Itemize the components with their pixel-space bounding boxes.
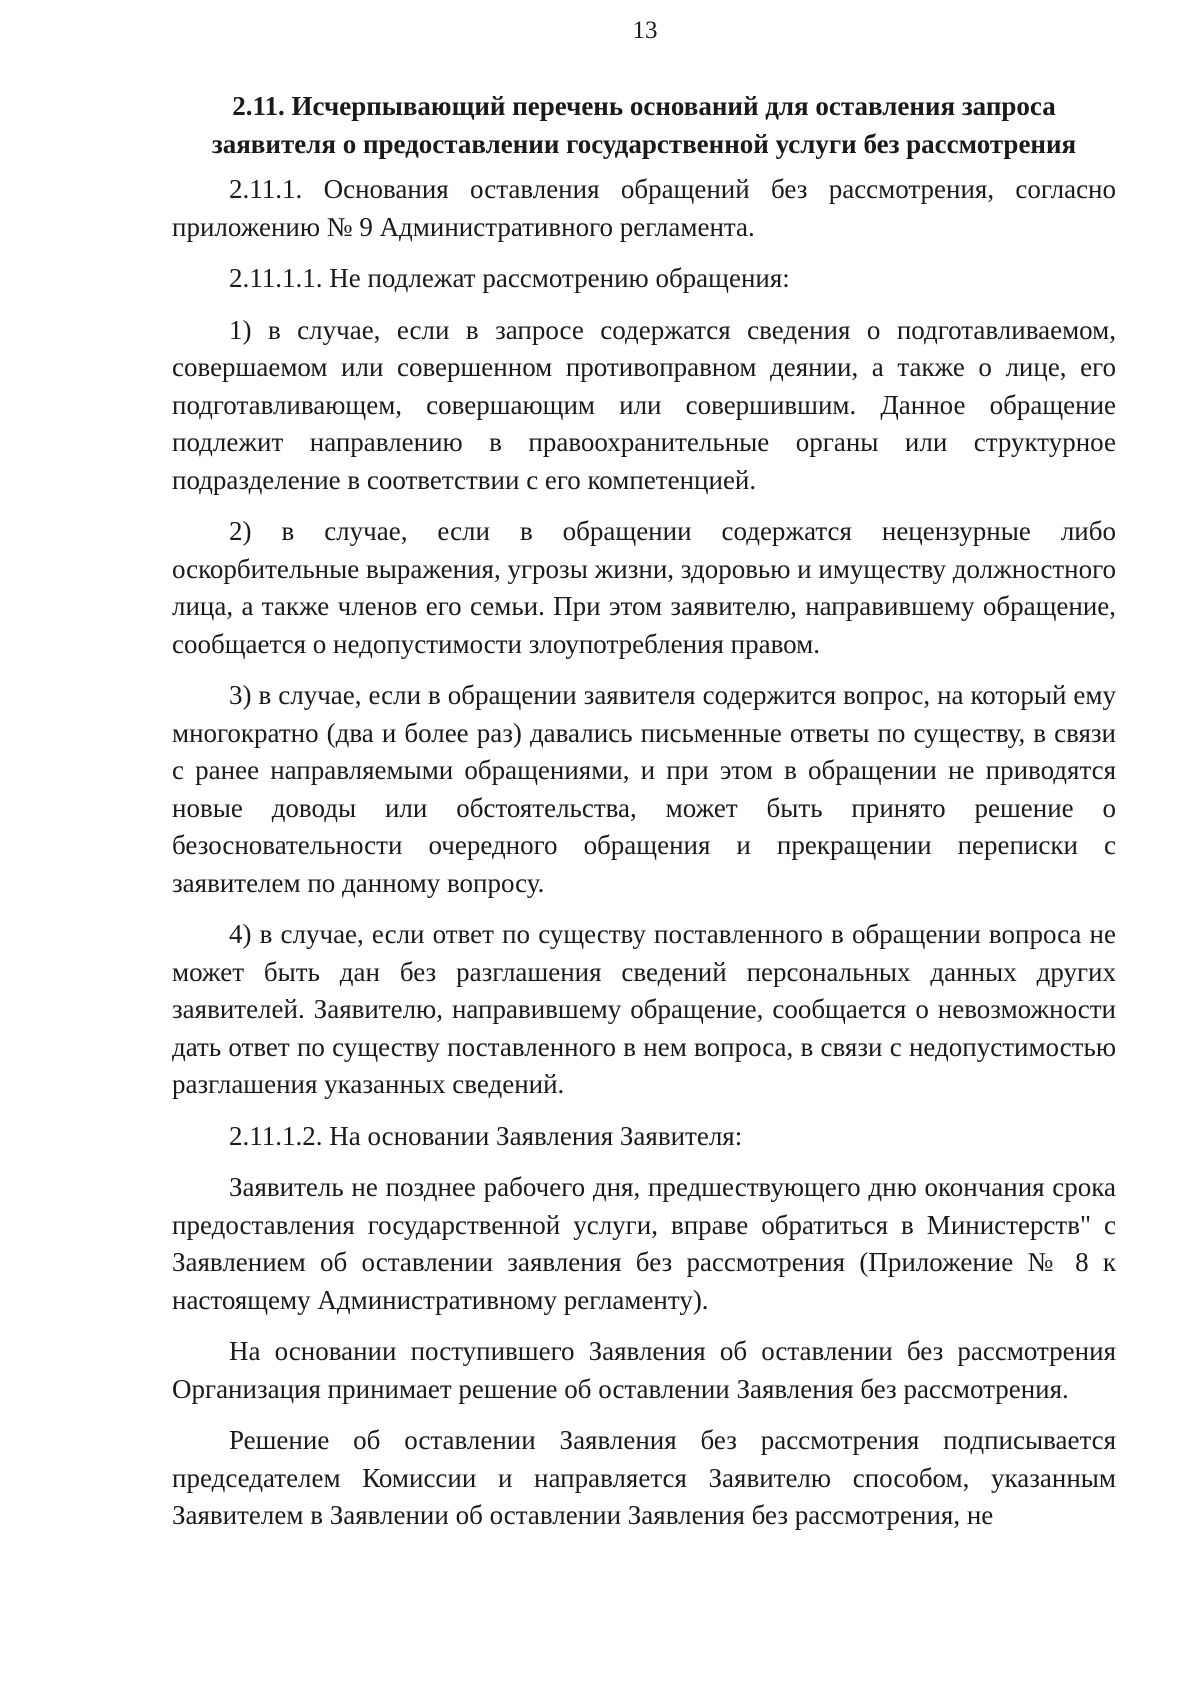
list-item-4: 4) в случае, если ответ по существу поставленного в обращении вопроса не может быть дан без разглашения сведений персональных данных других заявителей. Заявителю, направившему обращение, сообщается о невозможности дать ответ по существу поставленного в нем вопроса, в связи с недопустимостью разглашения указанных сведений. [172, 919, 1116, 1099]
page-number: 13 [632, 17, 658, 44]
list-item-1: 1) в случае, если в запросе содержатся сведения о подготавливаемом, совершаемом или совершенном противоправном деянии, а также о лице, его подготавливающем, совершающим или совершившим. Данное обращение подлежит направлению в правоохранительные органы или структурное подразделение в соответствии с его компетенцией. [172, 314, 1116, 495]
section-heading [172, 88, 1116, 163]
list-item-3: 3) в случае, если в обращении заявителя содержится вопрос, на который ему многократно (два и более раз) давались письменные ответы по существу, в связи с ранее направляемыми обращениями, и при этом в обращении не приводятся новые доводы или обстоятельства, может быть принято решение о безосновательности очередного обращения и прекращении переписки с заявителем по данному вопросу. [172, 680, 1116, 898]
section-heading-line-1: 2.11. Исчерпывающий перечень оснований для оставления запроса [232, 91, 1056, 121]
paragraph-organization-decision: На основании поступившего Заявления об оставлении без рассмотрения Организация принимает решение об оставлении Заявления без рассмотрения. [172, 1336, 1116, 1404]
list-item-2: 2) в случае, если в обращении содержатся нецензурные либо оскорбительные выражения, угрозы жизни, здоровью и имуществу должностного лица, а также членов его семьи. При этом заявителю, направившему обращение, сообщается о недопустимости злоупотребления правом. [172, 516, 1116, 659]
paragraph-2-11-1: 2.11.1. Основания оставления обращений без рассмотрения, согласно приложению № 9 Административного регламента. [172, 174, 1116, 242]
page-content [172, 88, 1116, 1549]
paragraph-applicant-right: Заявитель не позднее рабочего дня, предшествующего дню окончания срока предоставления государственной услуги, вправе обратиться в Министерств" с Заявлением об оставлении заявления без рассмотрения (Приложение № 8 к настоящему Административному регламенту). [172, 1172, 1116, 1315]
section-heading-line-2: заявителя о предоставлении государственной услуги без рассмотрения [211, 128, 1077, 159]
paragraph-decision-signing: Решение об оставлении Заявления без рассмотрения подписывается председателем Комиссии и направляется Заявителю способом, указанным Заявителем в Заявлении об оставлении Заявления без рассмотрения, не [172, 1425, 1116, 1530]
paragraph-2-11-1-1: 2.11.1.1. Не подлежат рассмотрению обращения: [229, 263, 790, 293]
paragraph-2-11-1-2: 2.11.1.2. На основании Заявления Заявителя: [229, 1120, 743, 1151]
